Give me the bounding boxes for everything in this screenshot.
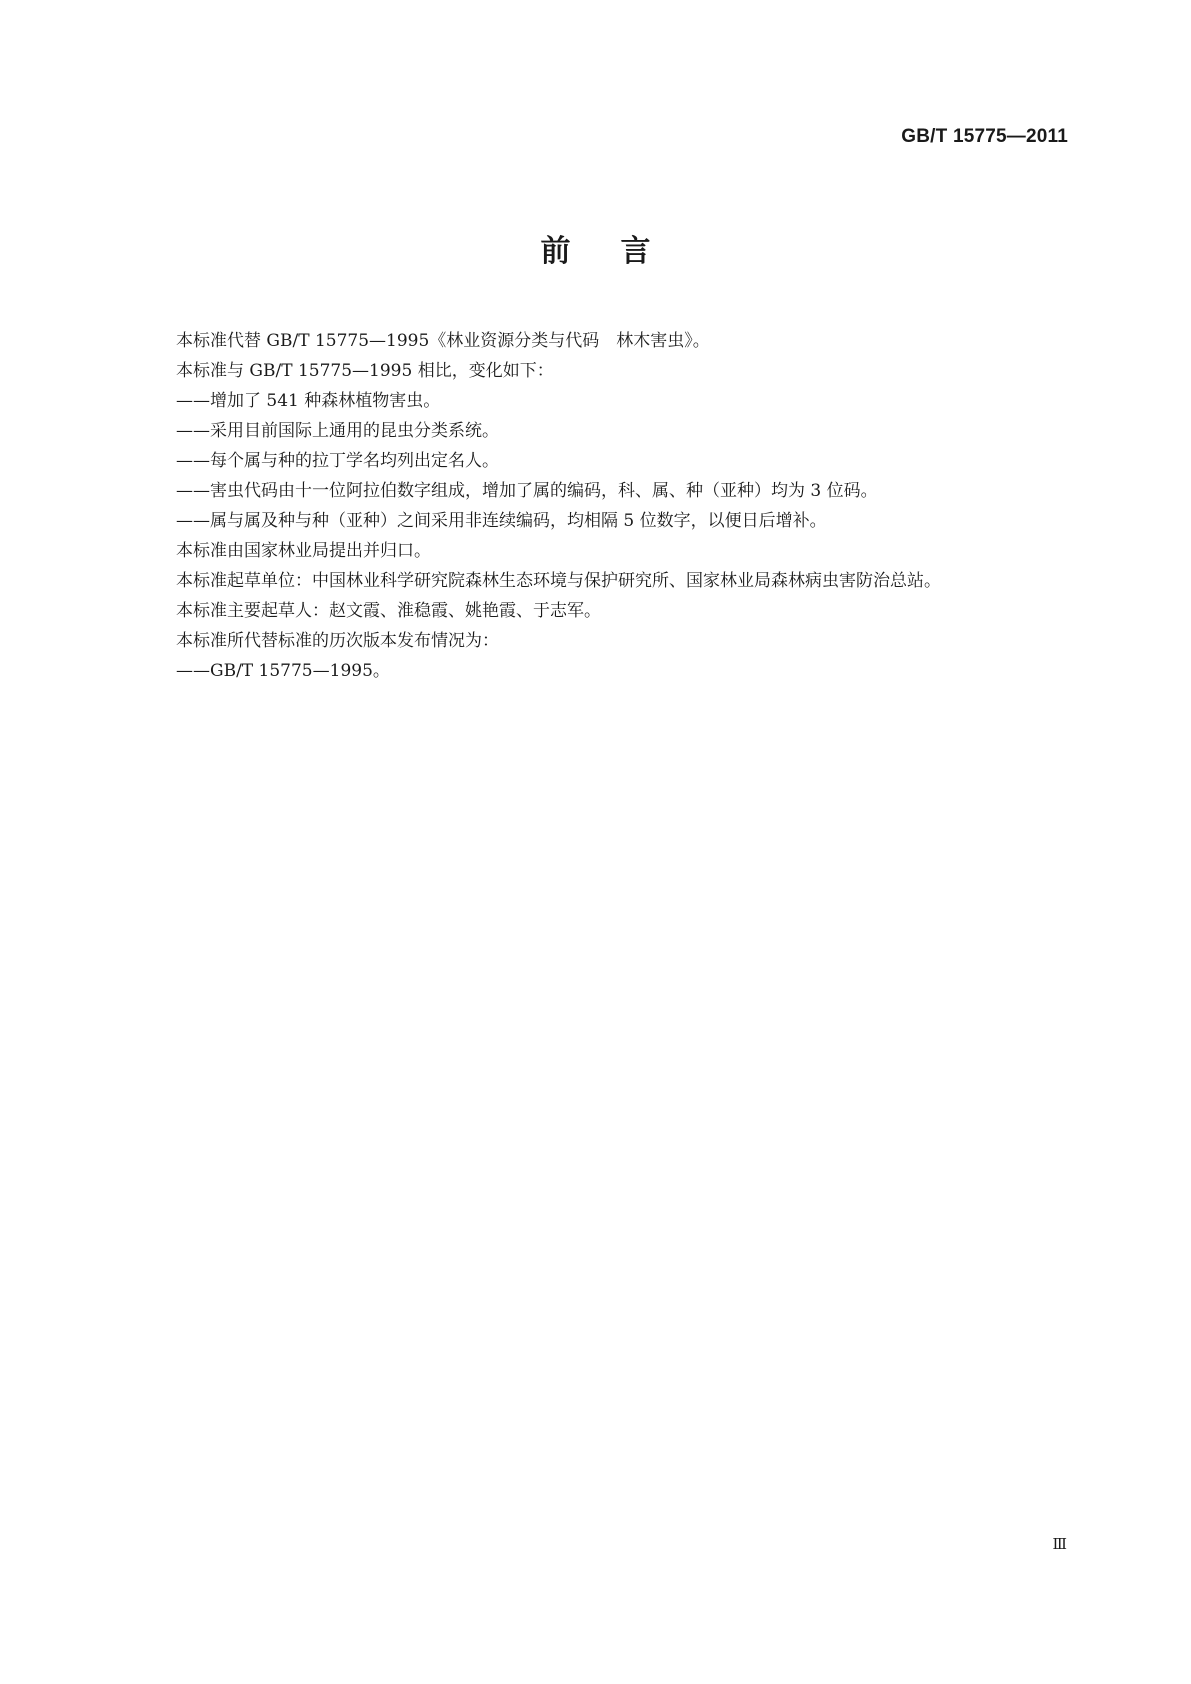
paragraph-changes-intro: 本标准与 GB/T 15775—1995 相比，变化如下： <box>176 361 554 381</box>
list-item: ——增加了 541 种森林植物害虫。 <box>176 391 441 411</box>
standard-number: GB/T 15775—2011 <box>901 126 1068 147</box>
list-item: ——属与属及种与种（亚种）之间采用非连续编码，均相隔 5 位数字，以便日后增补。 <box>176 511 827 531</box>
page-title: 前言 <box>540 234 701 269</box>
list-item: ——采用目前国际上通用的昆虫分类系统。 <box>176 421 499 441</box>
page-number: Ⅲ <box>1052 1535 1067 1553</box>
foreword-body <box>124 326 1068 686</box>
paragraph-proposer: 本标准由国家林业局提出并归口。 <box>176 541 431 561</box>
paragraph-drafters: 本标准主要起草人：赵文霞、淮稳霞、姚艳霞、于志军。 <box>176 601 601 621</box>
list-item: ——GB/T 15775—1995。 <box>176 661 390 681</box>
paragraph-drafting-units: 本标准起草单位：中国林业科学研究院森林生态环境与保护研究所、国家林业局森林病虫害防治总站。 <box>176 571 941 591</box>
list-item: ——害虫代码由十一位阿拉伯数字组成，增加了属的编码，科、属、种（亚种）均为 3 位码。 <box>176 481 878 501</box>
paragraph-history-intro: 本标准所代替标准的历次版本发布情况为： <box>176 631 499 651</box>
paragraph-replaces: 本标准代替 GB/T 15775—1995《林业资源分类与代码 林木害虫》。 <box>176 331 710 351</box>
list-item: ——每个属与种的拉丁学名均列出定名人。 <box>176 451 499 471</box>
